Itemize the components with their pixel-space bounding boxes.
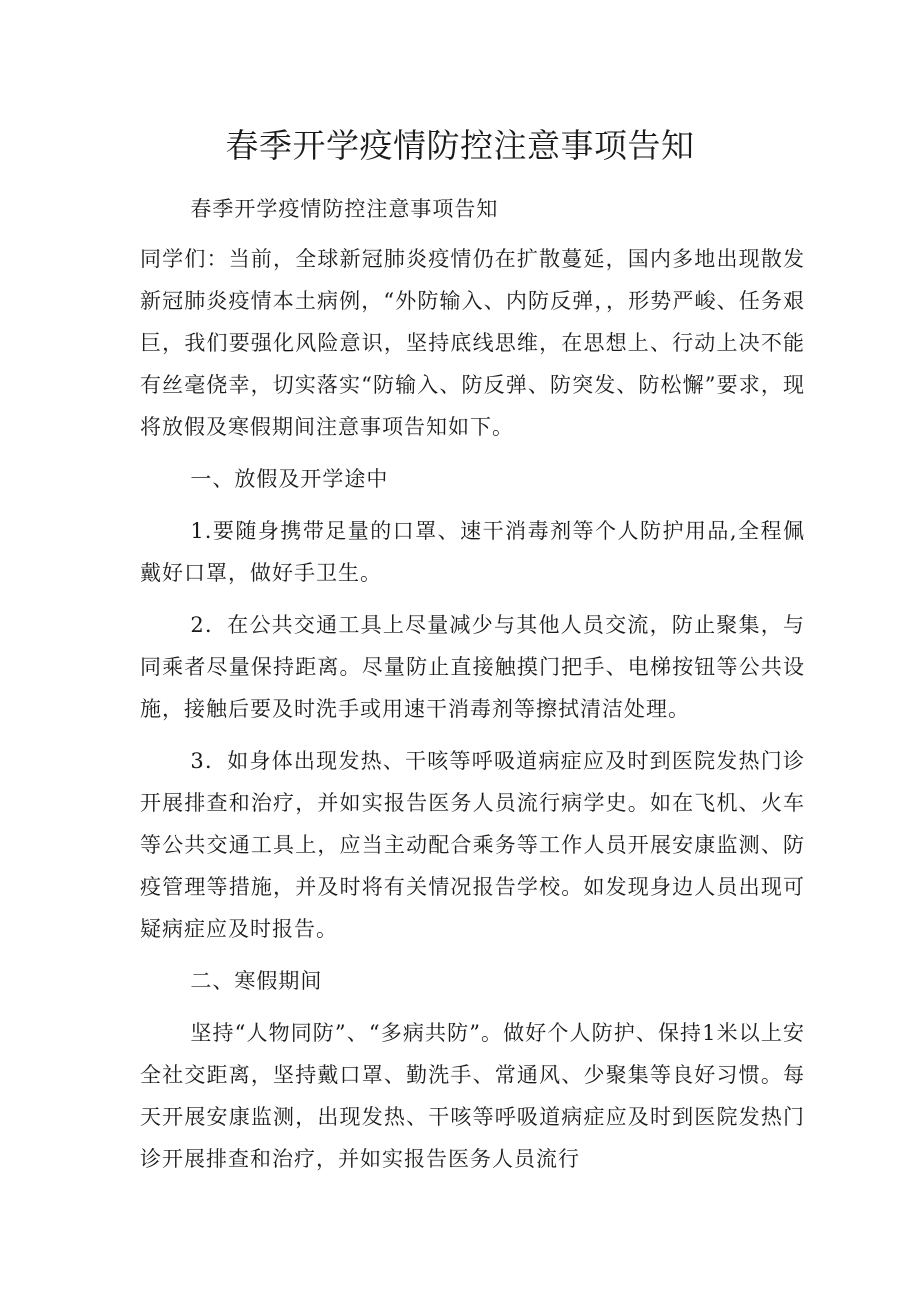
document-title: 春季开学疫情防控注意事项告知 <box>225 126 695 165</box>
section2-paragraph-1: 坚持“人物同防”、“多病共防”。做好个人防护、保持1米以上安全社交距离，坚持戴口罩、勤洗手、常通风、少聚集等良好习惯。每天开展安康监测，出现发热、干咳等呼吸道病症应及时到医院发热门诊开展排查和治疗，并如实报告医务人员流行 <box>140 1021 805 1171</box>
section1-item-1: 1.要随身携带足量的口罩、速干消毒剂等个人防护用品,全程佩戴好口罩，做好手卫生。 <box>140 519 805 585</box>
section1-item-2: 2．在公共交通工具上尽量减少与其他人员交流，防止聚集，与同乘者尽量保持距离。尽量防止直接触摸门把手、电梯按钮等公共设施，接触后要及时洗手或用速干消毒剂等擦拭清洁处理。 <box>140 613 805 721</box>
intro-paragraph: 同学们：当前，全球新冠肺炎疫情仍在扩散蔓延，国内多地出现散发新冠肺炎疫情本土病例，“外防输入、内防反弹，，形势严峻、任务艰巨，我们要强化风险意识，坚持底线思维，在思想上、行动上决不能有丝毫侥幸，切实落实“防输入、防反弹、防突发、防松懈”要求，现将放假及寒假期间注意事项告知如下。 <box>140 247 805 439</box>
document-subtitle: 春季开学疫情防控注意事项告知 <box>190 197 499 221</box>
section1-item-3: 3．如身体出现发热、干咳等呼吸道病症应及时到医院发热门诊开展排查和治疗，并如实报告医务人员流行病学史。如在飞机、火车等公共交通工具上，应当主动配合乘务等工作人员开展安康监测、防疫管理等措施，并及时将有关情况报告学校。如发现身边人员出现可疑病症应及时报告。 <box>140 749 805 941</box>
section-heading-1: 一、放假及开学途中 <box>190 467 389 491</box>
document-body <box>140 188 805 1180</box>
section-heading-2: 二、寒假期间 <box>190 969 323 993</box>
